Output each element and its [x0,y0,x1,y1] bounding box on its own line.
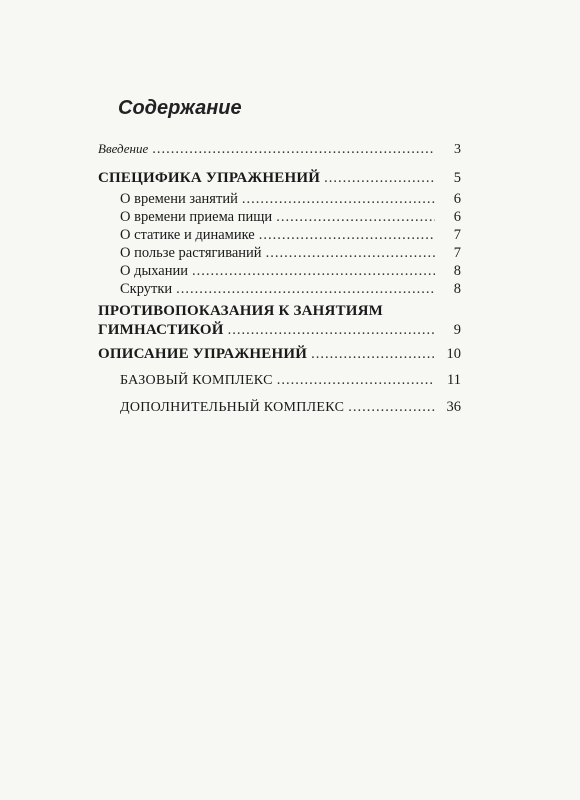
toc-page-number: 6 [453,209,461,225]
toc-section-label-line1: ПРОТИВОПОКАЗАНИЯ К ЗАНЯТИЯМ [98,303,384,319]
toc-page-number: 7 [453,227,461,243]
toc-entry-label: О дыхании [120,263,188,279]
toc-entry [120,209,461,226]
leader-dots [348,399,435,416]
leader-dots [176,281,435,298]
toc-entry [120,245,461,262]
toc-section-label: ОПИСАНИЕ УПРАЖНЕНИЙ [98,346,308,362]
toc-page-number: 6 [453,191,461,207]
toc-entry [120,227,461,244]
toc-entry-label: Скрутки [120,281,173,297]
toc-page-number: 8 [453,281,461,297]
toc-page-number: 11 [447,372,461,388]
leader-dots [276,209,435,226]
toc-entry [120,372,461,389]
toc-page-number: 5 [453,170,461,186]
leader-dots [266,245,435,262]
leader-dots [324,170,435,187]
toc-section-label-line2: ГИМНАСТИКОЙ [98,322,224,338]
leader-dots [228,322,435,339]
toc-page-number: 10 [446,346,461,362]
toc-entry-label: О времени занятий [120,191,238,207]
toc-entry [120,399,461,416]
leader-dots [242,191,435,208]
toc-page-number: 7 [453,245,461,261]
toc-entry-label: ДОПОЛНИТЕЛЬНЫЙ КОМПЛЕКС [120,400,345,415]
toc-section-label: СПЕЦИФИКА УПРАЖНЕНИЙ [98,170,321,186]
toc-page-number: 8 [453,263,461,279]
toc-section-description [98,346,461,363]
toc-entry-label: О времени приема пищи [120,209,273,225]
toc-title: Содержание [118,97,242,119]
toc-entry-intro [98,141,461,158]
toc-page-number: 9 [453,322,461,338]
toc-entry [120,281,461,298]
leader-dots [152,141,435,158]
toc-entry-label: БАЗОВЫЙ КОМПЛЕКС [120,373,273,388]
toc-page-number: 3 [454,142,461,157]
toc-entry [120,191,461,208]
toc-section-specifics [98,170,461,187]
leader-dots [311,346,435,363]
toc-page-number: 36 [446,399,461,415]
leader-dots [192,263,435,280]
leader-dots [259,227,435,244]
toc-entry [120,263,461,280]
toc-entry-label: Введение [98,141,149,156]
leader-dots [277,372,435,389]
toc-entry-label: О статике и динамике [120,227,255,243]
toc-entry-label: О пользе растягиваний [120,245,262,261]
toc-section-contraindications [98,322,461,339]
